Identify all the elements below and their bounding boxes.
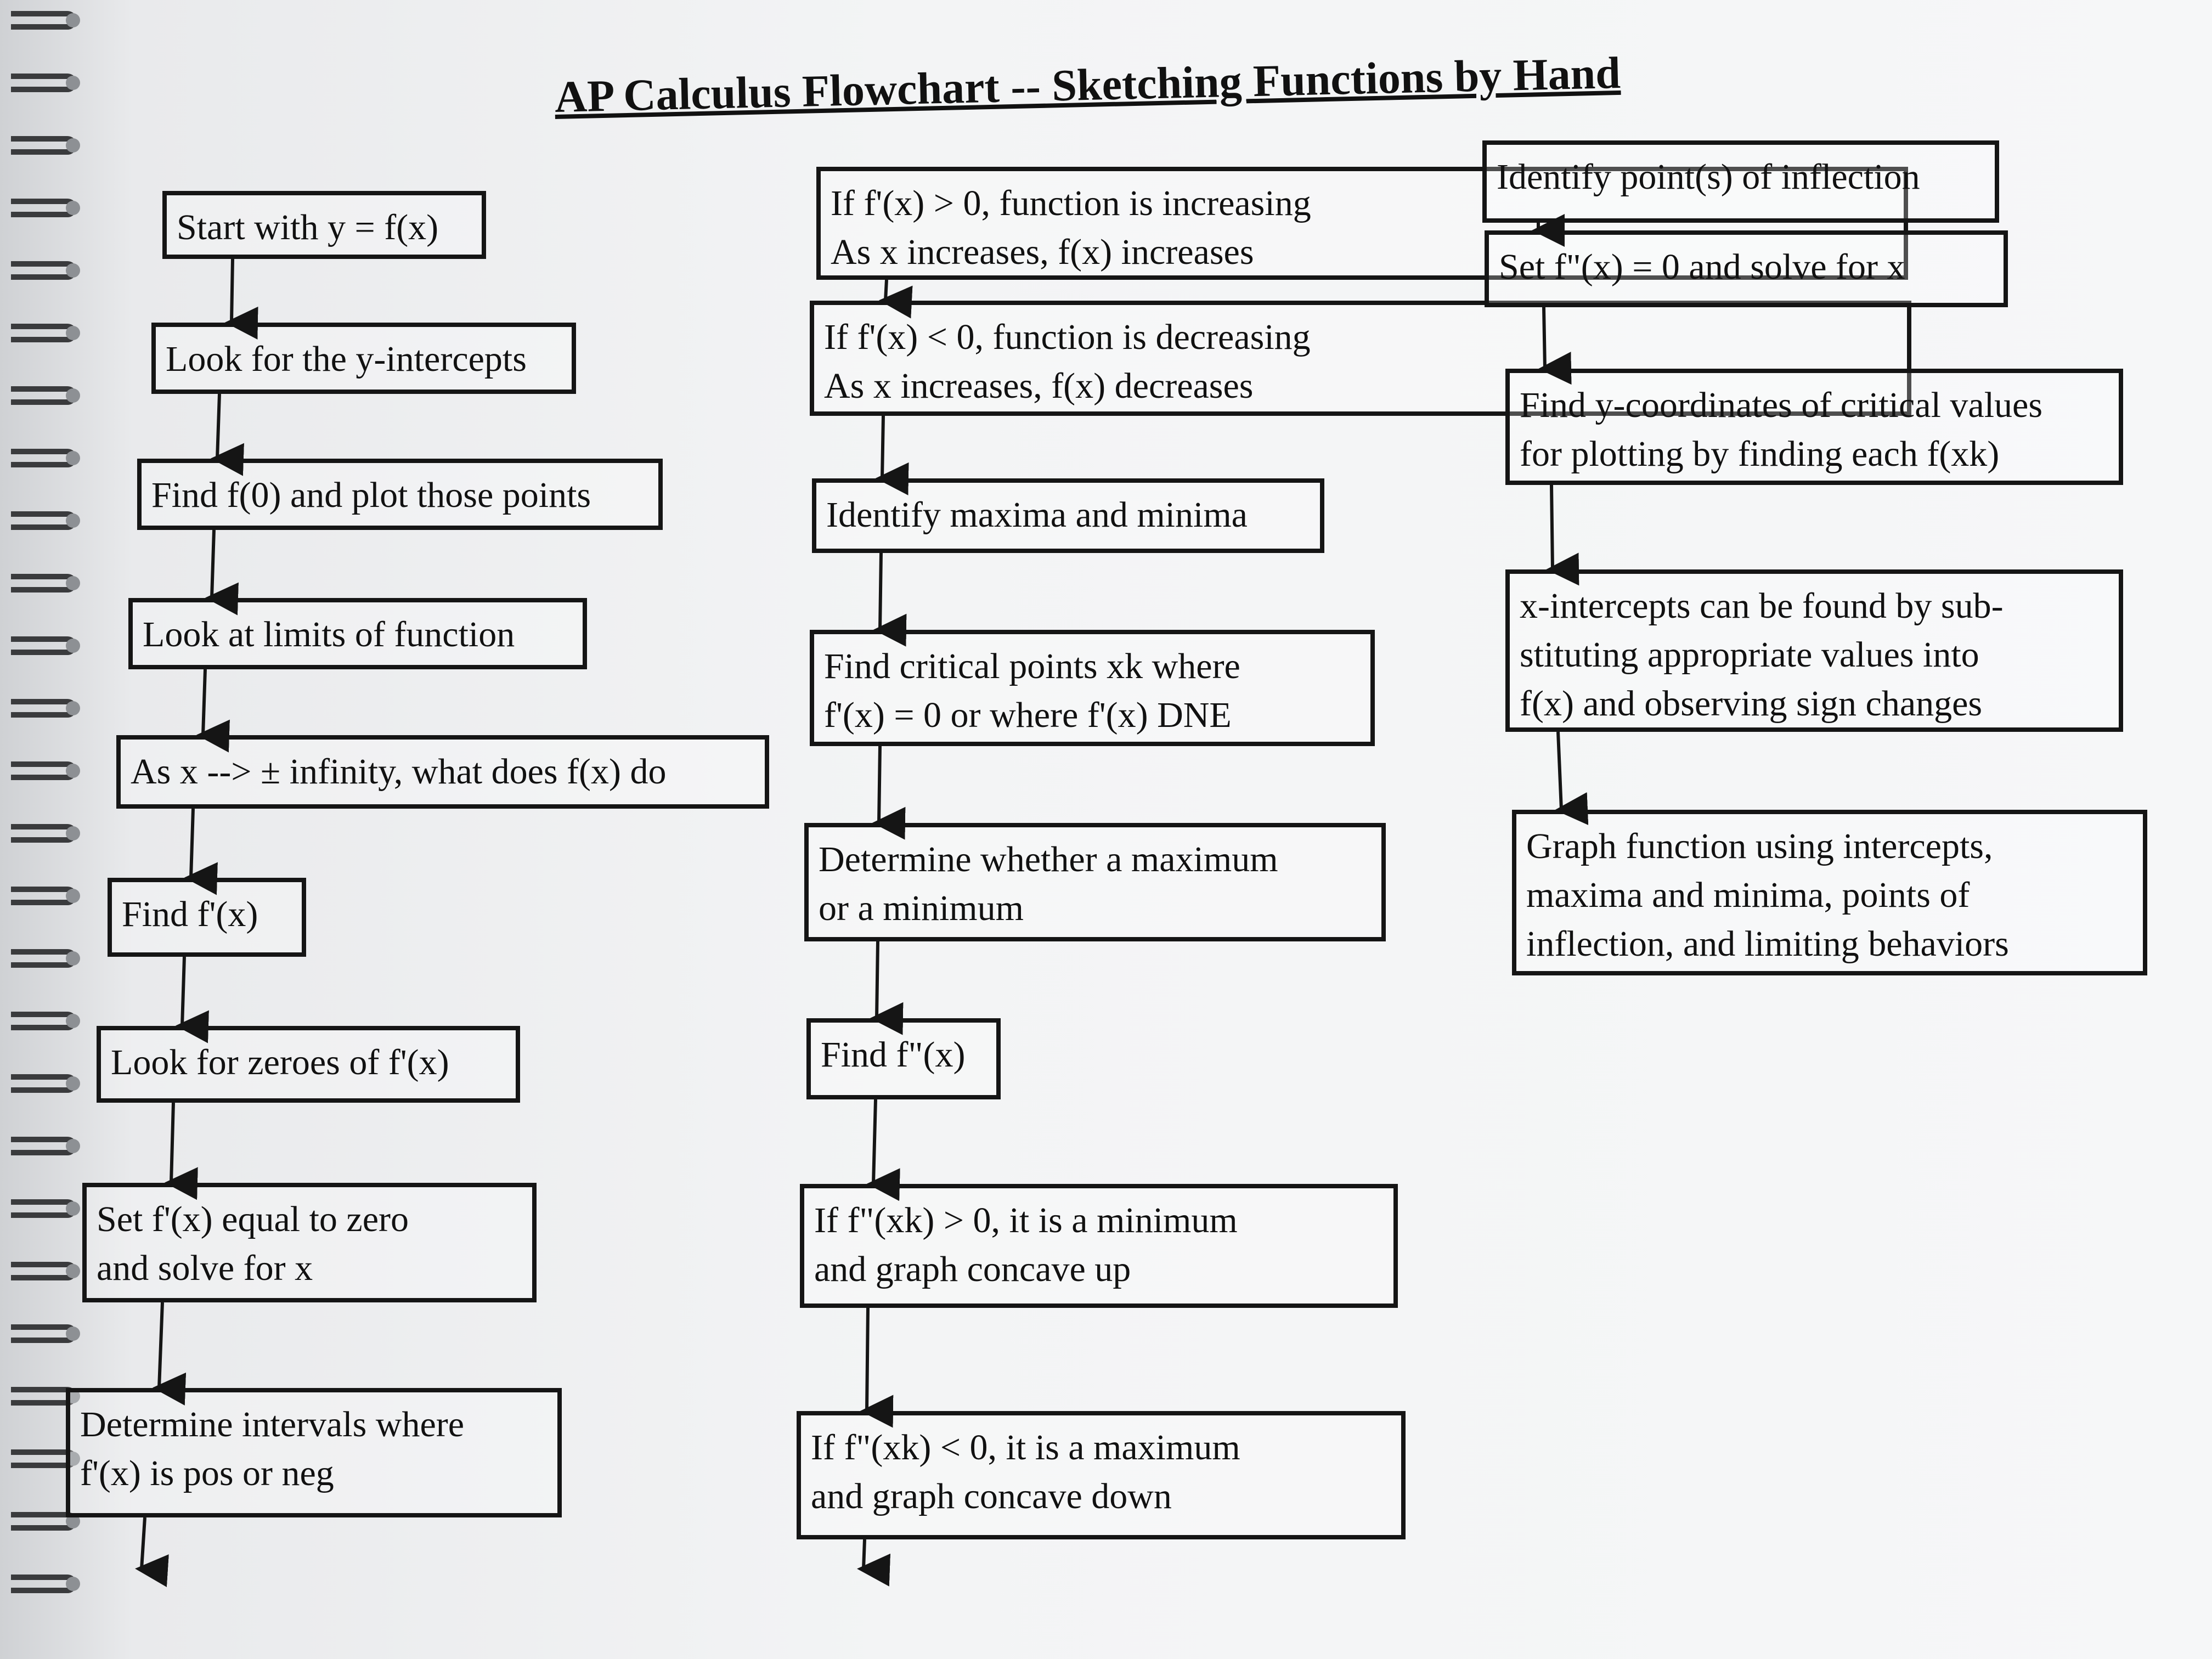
binding-hole (66, 13, 80, 27)
binding-hole (66, 201, 80, 215)
binding-hole (66, 1577, 80, 1591)
binding-hole (66, 764, 80, 778)
binding-hole (66, 1327, 80, 1341)
binding-hole (66, 951, 80, 966)
step-line: or a minimum (819, 888, 1024, 929)
step-maxima-minima (812, 478, 1324, 553)
step-line: If f"(xk) > 0, it is a minimum (814, 1200, 1238, 1240)
step-line: Find f"(x) (821, 1035, 966, 1075)
binding-hole (66, 1201, 80, 1216)
step-line: Determine intervals where (80, 1404, 465, 1444)
binding-hole (66, 826, 80, 840)
step-line: and graph concave up (814, 1249, 1131, 1290)
binding-hole (66, 76, 80, 90)
step-find-fdoubleprime (806, 1018, 1001, 1099)
binding-hole (66, 514, 80, 528)
step-line: stituting appropriate values into (1520, 635, 1979, 675)
step-set-fdoubleprime-zero (1485, 230, 2008, 307)
step-line: Find critical points xk where (824, 646, 1240, 686)
step-zeroes-fprime (97, 1026, 520, 1103)
page-title: AP Calculus Flowchart -- Sketching Functions by Hand (554, 47, 1621, 122)
step-line: If f'(x) > 0, function is increasing (831, 183, 1311, 223)
step-line: maxima and minima, points of (1526, 875, 1970, 916)
step-line: Determine whether a maximum (819, 839, 1278, 879)
step-line: As x --> ± infinity, what does f(x) do (131, 752, 667, 792)
step-line: Identify maxima and minima (826, 495, 1248, 535)
binding-hole (66, 1014, 80, 1028)
step-infinity (116, 735, 769, 809)
binding-hole (66, 889, 80, 903)
step-line: f(x) and observing sign changes (1520, 684, 1983, 724)
step-max-or-min (804, 823, 1386, 941)
step-line: Identify point(s) of inflection (1497, 157, 1920, 197)
step-line: Set f'(x) equal to zero (97, 1199, 409, 1239)
step-concave-up (800, 1184, 1398, 1308)
step-y-intercepts (151, 323, 576, 394)
step-line: Graph function using intercepts, (1526, 826, 1993, 866)
binding-hole (66, 138, 80, 153)
step-line: Find f'(x) (122, 894, 258, 934)
step-line: As x increases, f(x) increases (831, 232, 1254, 273)
step-graph-function (1512, 810, 2147, 975)
step-line: If f'(x) < 0, function is decreasing (824, 317, 1311, 357)
step-line: Start with y = f(x) (177, 207, 439, 247)
step-x-intercepts (1505, 569, 2123, 732)
step-line: for plotting by finding each f(xk) (1520, 434, 2000, 475)
step-line: Look at limits of function (143, 614, 515, 654)
binding-hole (66, 639, 80, 653)
step-start (162, 191, 486, 259)
binding-hole (66, 1264, 80, 1278)
step-set-fprime-zero (82, 1183, 537, 1302)
step-line: inflection, and limiting behaviors (1526, 924, 2009, 964)
step-find-f0 (137, 459, 663, 530)
step-inflection (1482, 140, 1999, 223)
step-concave-down (797, 1411, 1406, 1539)
step-line: Set f"(x) = 0 and solve for x (1499, 247, 1905, 287)
step-line: x-intercepts can be found by sub- (1520, 586, 2004, 626)
binding-hole (66, 388, 80, 403)
step-limits (128, 598, 587, 669)
step-y-coordinates (1505, 369, 2123, 485)
step-line: f'(x) = 0 or where f'(x) DNE (824, 695, 1232, 736)
step-line: and graph concave down (811, 1476, 1172, 1517)
step-line: Find f(0) and plot those points (151, 475, 591, 515)
step-line: As x increases, f(x) decreases (824, 366, 1254, 407)
step-line: Look for zeroes of f'(x) (111, 1042, 449, 1082)
binding-hole (66, 576, 80, 590)
binding-hole (66, 451, 80, 465)
binding-hole (66, 1076, 80, 1091)
binding-hole (66, 263, 80, 278)
step-intervals (66, 1388, 562, 1517)
step-line: and solve for x (97, 1248, 313, 1289)
step-line: f'(x) is pos or neg (80, 1453, 334, 1494)
step-line: If f"(xk) < 0, it is a maximum (811, 1427, 1240, 1468)
binding-hole (66, 326, 80, 340)
step-line: Find y-coordinates of critical values (1520, 385, 2043, 425)
binding-hole (66, 1139, 80, 1153)
binding-hole (66, 701, 80, 715)
step-critical-points (810, 630, 1375, 746)
step-find-fprime (108, 878, 306, 957)
step-line: Look for the y-intercepts (166, 339, 527, 379)
